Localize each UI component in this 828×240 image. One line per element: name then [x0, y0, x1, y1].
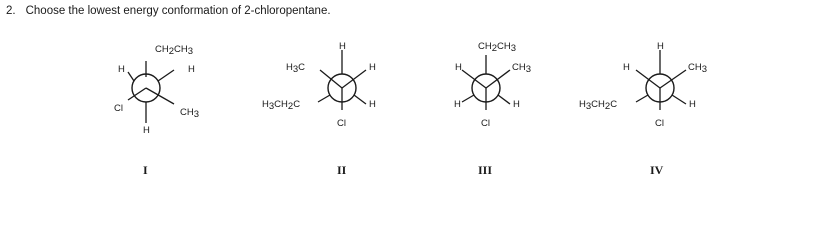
question-prompt: Choose the lowest energy conformation of 2-chloropentane. — [25, 5, 331, 17]
front-upper-left-group: H — [623, 62, 630, 73]
front-upper-left-group: H — [455, 62, 462, 73]
back-top-group: CH2CH3 — [478, 41, 517, 54]
conformation-label-2: II — [337, 163, 347, 177]
conformation-label-1: I — [143, 163, 148, 177]
front-bond-upper-right — [342, 70, 366, 88]
newman-projection-2 — [262, 41, 376, 177]
back-lower-right-group: H — [369, 99, 376, 110]
front-bottom-group: Cl — [337, 118, 346, 129]
front-upper-right-group: CH3 — [512, 62, 532, 75]
back-upper-left-group: H — [118, 64, 125, 75]
back-bond-lower-left — [636, 95, 648, 102]
back-top-group: H — [657, 41, 664, 52]
back-lower-left-group: H3CH2C — [579, 99, 618, 112]
front-bond-upper-left — [636, 70, 660, 88]
back-lower-left-group: H — [454, 99, 461, 110]
conformation-label-3: III — [478, 163, 493, 177]
front-bottom-group: Cl — [655, 118, 664, 129]
front-upper-right-group: CH3 — [688, 62, 708, 75]
front-lower-left-group: Cl — [114, 103, 123, 114]
back-lower-right-group: H — [689, 99, 696, 110]
back-bond-lower-right — [354, 95, 366, 104]
question-number: 2. — [6, 5, 16, 17]
newman-projection-3 — [454, 41, 531, 177]
front-upper-right-group: H — [369, 62, 376, 73]
newman-projection-1 — [114, 44, 199, 177]
back-bond-upper-left — [128, 72, 134, 81]
front-top-group: CH2CH3 — [155, 44, 194, 57]
front-bond-upper-right — [660, 70, 686, 88]
front-bottom-group: Cl — [481, 118, 490, 129]
back-bond-lower-left — [462, 95, 474, 102]
back-bond-lower-right — [672, 95, 686, 104]
back-bond-lower-left — [318, 95, 330, 102]
back-lower-left-group: H3CH2C — [262, 99, 301, 112]
back-bond-lower-right — [498, 95, 510, 104]
front-upper-left-group: H3C — [286, 62, 306, 75]
back-bond-upper-right — [158, 70, 174, 81]
front-lower-right-group: CH3 — [180, 107, 200, 120]
newman-projection-4 — [579, 41, 707, 177]
back-bottom-group: H — [143, 125, 150, 136]
front-bond-upper-right — [486, 70, 510, 88]
back-lower-right-group: H — [513, 99, 520, 110]
back-top-group: H — [339, 41, 346, 52]
front-bond-upper-left — [462, 70, 486, 88]
back-upper-right-group: H — [188, 64, 195, 75]
conformation-label-4: IV — [650, 163, 664, 177]
